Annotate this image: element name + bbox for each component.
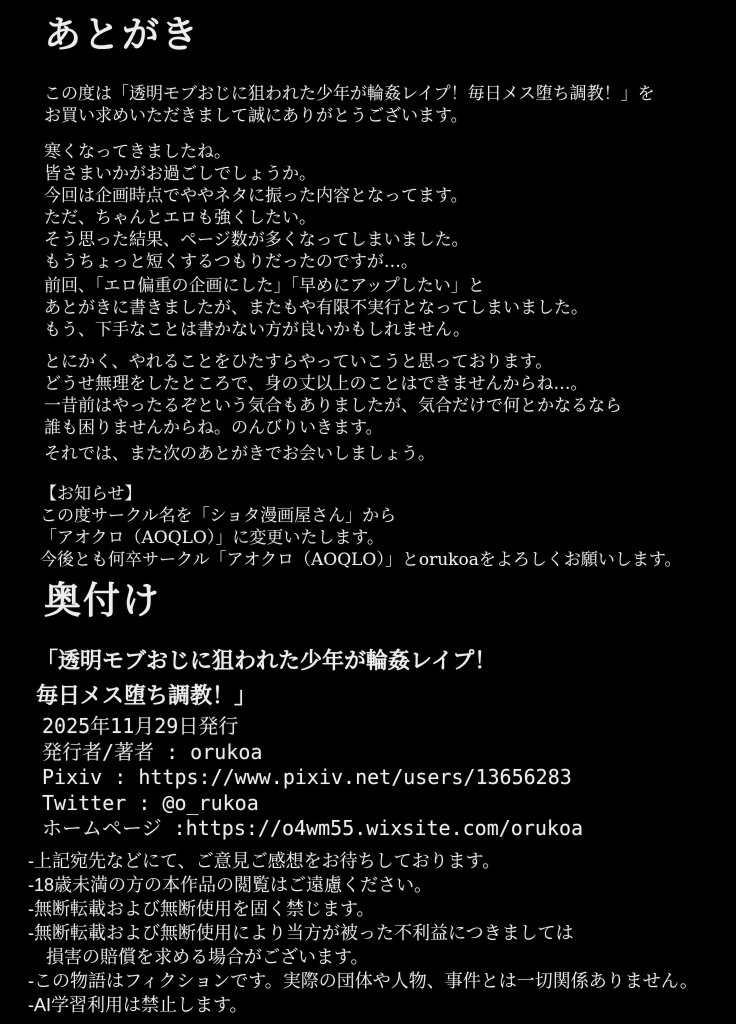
text-line: あとがきに書きましたが、またもや有限不実行となってしまいました。 [44,298,588,318]
book-title-line: 「透明モブおじに狙われた少年が輪姦レイプ！ [36,648,497,674]
note-line: -上記宛先などにて、ご意見ご感想をお待ちしております。 [28,851,501,871]
note-line: -AI学習利用は禁止します。 [28,995,248,1015]
text-line: 寒くなってきましたね。 [44,142,231,162]
publish-date: 2025年11月29日発行 [42,714,239,738]
circle-name-notice [40,483,681,571]
notice-heading: 【お知らせ】 [40,484,142,504]
text-line: 誰も困りませんからね。のんびりいきます。 [44,418,383,438]
text-line: 前回、「エロ偏重の企画にした」「早めにアップしたい」と [44,276,485,296]
text-line: 皆さまいかがお過ごしでしょうか。 [44,164,316,184]
afterword-paragraph-previous [44,275,588,341]
text-line: どうせ無理をしたところで、身の丈以上のことはできませんからね…。 [44,374,588,394]
text-line: それでは、また次のあとがきでお会いしましょう。 [44,444,435,464]
text-line: 一昔前はやったるぞという気合もありましたが、気合だけで何とかなるなら [44,396,622,416]
homepage-url: ホームページ :https://o4wm55.wixsite.com/orukoa [42,816,584,840]
book-title [36,644,496,714]
text-line: 「アオクロ（AOQLO）」に変更いたします。 [40,528,385,548]
author-line: 発行者/著者 : orukoa [42,739,263,764]
text-line: とにかく、やれることをひたすらやっていこうと思っております。 [44,352,553,372]
book-title-line: 毎日メス堕ち調教！」 [36,683,257,709]
text-line: もうちょっと短くするつもりだったのですが…。 [44,252,418,272]
text-line: お買い求めいただきまして誠にありがとうございます。 [44,106,468,126]
note-line: -この物語はフィクションです。実際の団体や人物、事件とは一切関係ありません。 [28,971,698,991]
text-line: もう、下手なことは書かない方が良いかもしれません。 [44,320,471,340]
colophon-heading: 奥付け [44,578,161,622]
text-line: 今回は企画時点でややネタに振った内容となってます。 [44,186,468,206]
text-line: この度は「透明モブおじに狙われた少年が輪姦レイプ！毎日メス堕ち調教！」を [44,84,655,104]
afterword-paragraph-resolve [44,351,622,439]
text-line: ただ、ちゃんとエロも強くしたい。 [44,208,316,228]
afterword-paragraph-season [44,141,469,273]
note-line: 損害の賠償を求める場合がございます。 [28,947,369,967]
publication-details [42,714,583,842]
legal-notes [28,849,698,1017]
note-line: -無断転載および無断使用を固く禁じます。 [28,899,375,919]
afterword-heading: あとがき [44,12,200,56]
text-line: そう思った結果、ページ数が多くなってしまいました。 [44,230,469,250]
pixiv-url: Pixiv : https://www.pixiv.net/users/13656283 [42,765,572,789]
text-line: この度サークル名を「ショタ漫画屋さん」から [40,506,397,526]
note-line: -18歳未満の方の本作品の閲覧はご遠慮ください。 [28,875,433,895]
afterword-paragraph-farewell [44,443,435,465]
note-line: -無断転載および無断使用により当方が被った不利益につきましては [28,923,574,943]
twitter-handle: Twitter : @o_rukoa [42,790,259,815]
text-line: 今後とも何卒サークル「アオクロ（AOQLO）」とorukoaをよろしくお願いします。 [40,550,682,570]
afterword-paragraph-thanks [44,83,655,127]
